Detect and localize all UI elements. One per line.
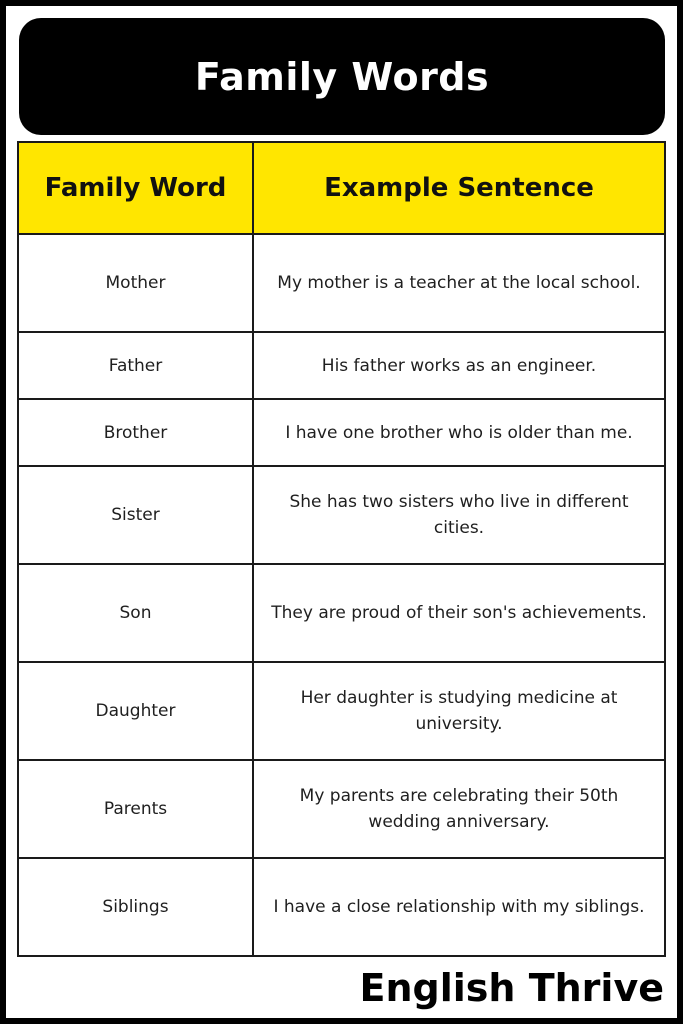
example-sentence-cell: My parents are celebrating their 50th wedding anniversary.: [253, 760, 665, 858]
family-word-cell: Brother: [18, 399, 253, 466]
page: [6, 6, 677, 1018]
table-row: [18, 858, 665, 956]
table-row: [18, 760, 665, 858]
page-title: Family Words: [194, 54, 490, 99]
family-word-cell: Mother: [18, 234, 253, 332]
family-word-cell: Sister: [18, 466, 253, 564]
table-row: [18, 234, 665, 332]
family-words-table: [17, 141, 666, 957]
table-row: [18, 662, 665, 760]
example-sentence-cell: Her daughter is studying medicine at university.: [253, 662, 665, 760]
title-banner: [19, 18, 665, 135]
example-sentence-cell: They are proud of their son's achievements.: [253, 564, 665, 662]
family-word-cell: Siblings: [18, 858, 253, 956]
family-word-cell: Daughter: [18, 662, 253, 760]
table-header-row: [18, 142, 665, 234]
example-sentence-cell: My mother is a teacher at the local school.: [253, 234, 665, 332]
example-sentence-cell: She has two sisters who live in different cities.: [253, 466, 665, 564]
example-sentence-cell: His father works as an engineer.: [253, 332, 665, 399]
table-row: [18, 332, 665, 399]
family-word-cell: Father: [18, 332, 253, 399]
table-row: [18, 466, 665, 564]
example-sentence-cell: I have one brother who is older than me.: [253, 399, 665, 466]
family-word-cell: Son: [18, 564, 253, 662]
column-header-family-word: Family Word: [18, 142, 253, 234]
brand-watermark: English Thrive: [359, 966, 664, 1010]
example-sentence-cell: I have a close relationship with my siblings.: [253, 858, 665, 956]
table-row: [18, 399, 665, 466]
column-header-example-sentence: Example Sentence: [253, 142, 665, 234]
table-row: [18, 564, 665, 662]
family-word-cell: Parents: [18, 760, 253, 858]
